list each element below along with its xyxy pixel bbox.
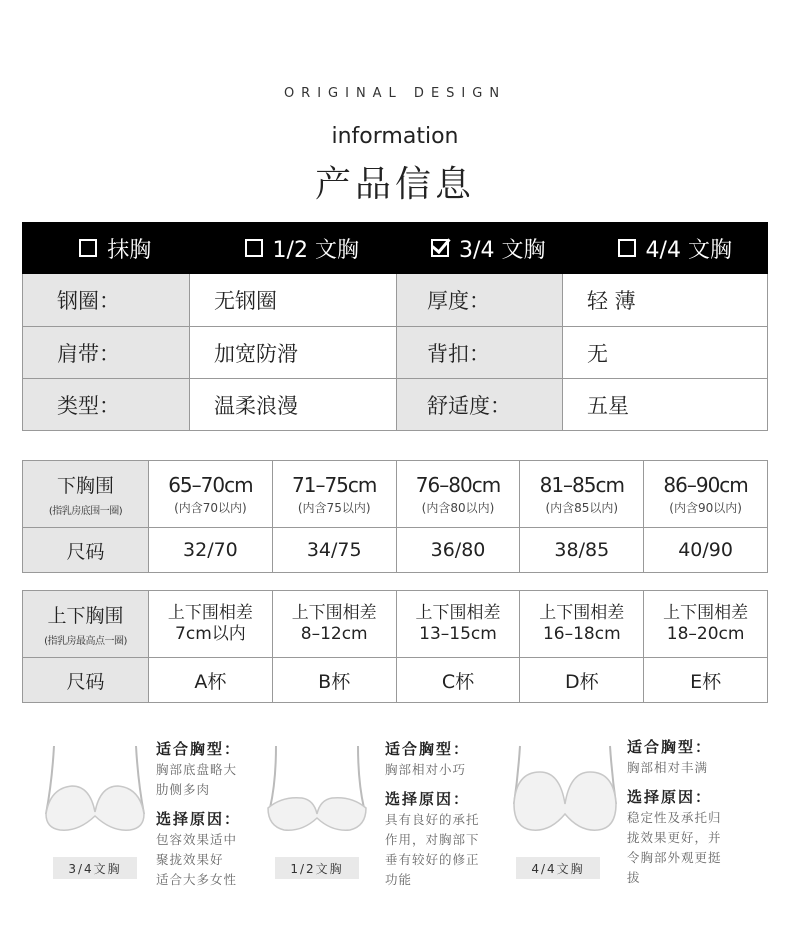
reason-title: 选择原因： bbox=[627, 788, 713, 806]
checkbox-checked-icon bbox=[431, 239, 449, 257]
spec-value: 无 bbox=[562, 327, 767, 378]
fit-line: 胸部底盘略大 bbox=[156, 762, 238, 777]
reason-line: 包容效果适中 bbox=[156, 832, 238, 847]
cup-style-table bbox=[22, 222, 768, 431]
reason-line: 适合大多女性 bbox=[156, 872, 238, 887]
diff-value: 18–20cm bbox=[666, 624, 745, 644]
reason-line: 具有良好的承托 bbox=[385, 812, 480, 827]
diff-line: 上下围相差 bbox=[291, 603, 377, 623]
cup-option-label: 3/4 文胸 bbox=[459, 237, 546, 263]
spec-value: 温柔浪漫 bbox=[189, 379, 396, 430]
fit-line: 肋侧多肉 bbox=[156, 782, 211, 797]
underbust-size-table bbox=[22, 460, 768, 573]
row-header-label: 下胸围 bbox=[56, 475, 114, 497]
spec-value: 五星 bbox=[562, 379, 767, 430]
table-cell bbox=[643, 591, 767, 657]
range-note: (内含70以内) bbox=[174, 500, 247, 515]
reason-line: 拔 bbox=[627, 870, 641, 885]
brand-line: ORIGINAL DESIGN bbox=[283, 86, 507, 101]
bra-type-label: 3/4文胸 bbox=[53, 857, 137, 879]
size-value: 32/70 bbox=[148, 528, 272, 572]
reason-line: 稳定性及承托归 bbox=[627, 810, 722, 825]
table-cell bbox=[148, 591, 272, 657]
half-cup-bra-illustration bbox=[262, 742, 372, 834]
spec-row bbox=[23, 274, 767, 326]
row-header-note: (指乳房最高点一圈) bbox=[44, 636, 127, 647]
reason-title: 选择原因： bbox=[385, 790, 471, 808]
range-note: (内含75以内) bbox=[297, 500, 371, 515]
diff-line: 上下围相差 bbox=[539, 603, 625, 623]
size-value: 34/75 bbox=[272, 528, 396, 572]
bra-type-description bbox=[385, 738, 505, 890]
spec-row bbox=[23, 326, 767, 378]
full-cup-bra-illustration bbox=[510, 742, 620, 834]
range-value: 81–85cm bbox=[539, 472, 624, 497]
row-header bbox=[23, 461, 148, 527]
row-header-note: (指乳房底围一圈) bbox=[48, 506, 123, 517]
fit-line: 胸部相对小巧 bbox=[385, 762, 467, 777]
three-quarter-bra-illustration bbox=[40, 742, 150, 834]
cup-option-label: 1/2 文胸 bbox=[272, 237, 359, 263]
spec-key: 钢圈： bbox=[23, 274, 189, 326]
cup-option-half bbox=[209, 222, 396, 274]
table-row bbox=[23, 591, 767, 657]
checkbox-icon bbox=[245, 239, 263, 257]
spec-key: 舒适度： bbox=[396, 379, 562, 430]
spec-key: 厚度： bbox=[396, 274, 562, 326]
size-value: 40/90 bbox=[643, 528, 767, 572]
reason-line: 作用，对胸部下 bbox=[385, 832, 480, 847]
row-header-label: 尺码 bbox=[66, 540, 105, 563]
table-cell bbox=[272, 591, 396, 657]
fit-title: 适合胸型： bbox=[385, 740, 471, 758]
table-cell bbox=[148, 461, 272, 527]
range-value: 76–80cm bbox=[415, 472, 501, 497]
spec-value: 轻 薄 bbox=[562, 274, 767, 326]
bra-type-label: 4/4文胸 bbox=[516, 857, 600, 879]
row-header-label: 上下胸围 bbox=[47, 605, 124, 627]
row-header bbox=[23, 591, 148, 657]
table-row bbox=[23, 461, 767, 527]
table-row bbox=[23, 527, 767, 572]
table-cell bbox=[519, 461, 643, 527]
bra-type-label: 1/2文胸 bbox=[275, 857, 359, 879]
size-value: 36/80 bbox=[396, 528, 520, 572]
diff-line: 上下围相差 bbox=[415, 603, 501, 623]
table-cell bbox=[519, 591, 643, 657]
table-cell bbox=[396, 461, 520, 527]
cup-option-label: 抹胸 bbox=[107, 237, 152, 263]
spec-key: 背扣： bbox=[396, 327, 562, 378]
reason-line: 拢效果更好，并 bbox=[627, 830, 722, 845]
spec-row bbox=[23, 378, 767, 430]
range-value: 86–90cm bbox=[663, 472, 748, 497]
spec-value: 加宽防滑 bbox=[189, 327, 396, 378]
checkbox-icon bbox=[79, 239, 97, 257]
cup-size-value: E杯 bbox=[643, 658, 767, 702]
row-header bbox=[23, 528, 148, 572]
title-chinese: 产品信息 bbox=[314, 164, 475, 205]
diff-line: 上下围相差 bbox=[663, 603, 749, 623]
spec-key: 类型： bbox=[23, 379, 189, 430]
row-header-label: 尺码 bbox=[66, 670, 105, 693]
diff-value: 13–15cm bbox=[419, 624, 497, 644]
spec-value: 无钢圈 bbox=[189, 274, 396, 326]
bra-type-description bbox=[627, 736, 752, 888]
cup-option-three-quarter bbox=[395, 222, 582, 274]
checkbox-icon bbox=[618, 239, 636, 257]
range-note: (内含85以内) bbox=[545, 500, 619, 515]
diff-line: 上下围相差 bbox=[167, 603, 253, 623]
range-note: (内含90以内) bbox=[669, 500, 742, 515]
range-value: 65–70cm bbox=[168, 472, 253, 497]
cup-size-value: C杯 bbox=[396, 658, 520, 702]
fit-title: 适合胸型： bbox=[627, 738, 713, 756]
row-header bbox=[23, 658, 148, 702]
reason-line: 聚拢效果好 bbox=[156, 852, 224, 867]
cup-style-header bbox=[22, 222, 768, 274]
bust-difference-table bbox=[22, 590, 768, 703]
cup-option-label: 4/4 文胸 bbox=[645, 237, 732, 263]
cup-size-value: B杯 bbox=[272, 658, 396, 702]
cup-option-full bbox=[582, 222, 769, 274]
spec-key: 肩带： bbox=[23, 327, 189, 378]
fit-line: 胸部相对丰满 bbox=[627, 760, 709, 775]
table-row bbox=[23, 657, 767, 702]
range-value: 71–75cm bbox=[292, 472, 377, 497]
title-english: information bbox=[331, 124, 459, 149]
diff-value: 16–18cm bbox=[542, 624, 621, 644]
table-cell bbox=[643, 461, 767, 527]
size-value: 38/85 bbox=[519, 528, 643, 572]
reason-title: 选择原因： bbox=[156, 810, 242, 828]
table-cell bbox=[396, 591, 520, 657]
range-note: (内含80以内) bbox=[421, 500, 495, 515]
diff-value: 8–12cm bbox=[300, 624, 368, 644]
table-cell bbox=[272, 461, 396, 527]
reason-line: 垂有较好的修正 bbox=[385, 852, 480, 867]
cup-option-strapless bbox=[22, 222, 209, 274]
fit-title: 适合胸型： bbox=[156, 740, 242, 758]
bra-type-description bbox=[156, 738, 266, 890]
reason-line: 令胸部外观更挺 bbox=[627, 850, 722, 865]
cup-size-value: D杯 bbox=[519, 658, 643, 702]
reason-line: 功能 bbox=[385, 872, 413, 887]
diff-value: 7cm以内 bbox=[175, 624, 246, 644]
cup-size-value: A杯 bbox=[148, 658, 272, 702]
